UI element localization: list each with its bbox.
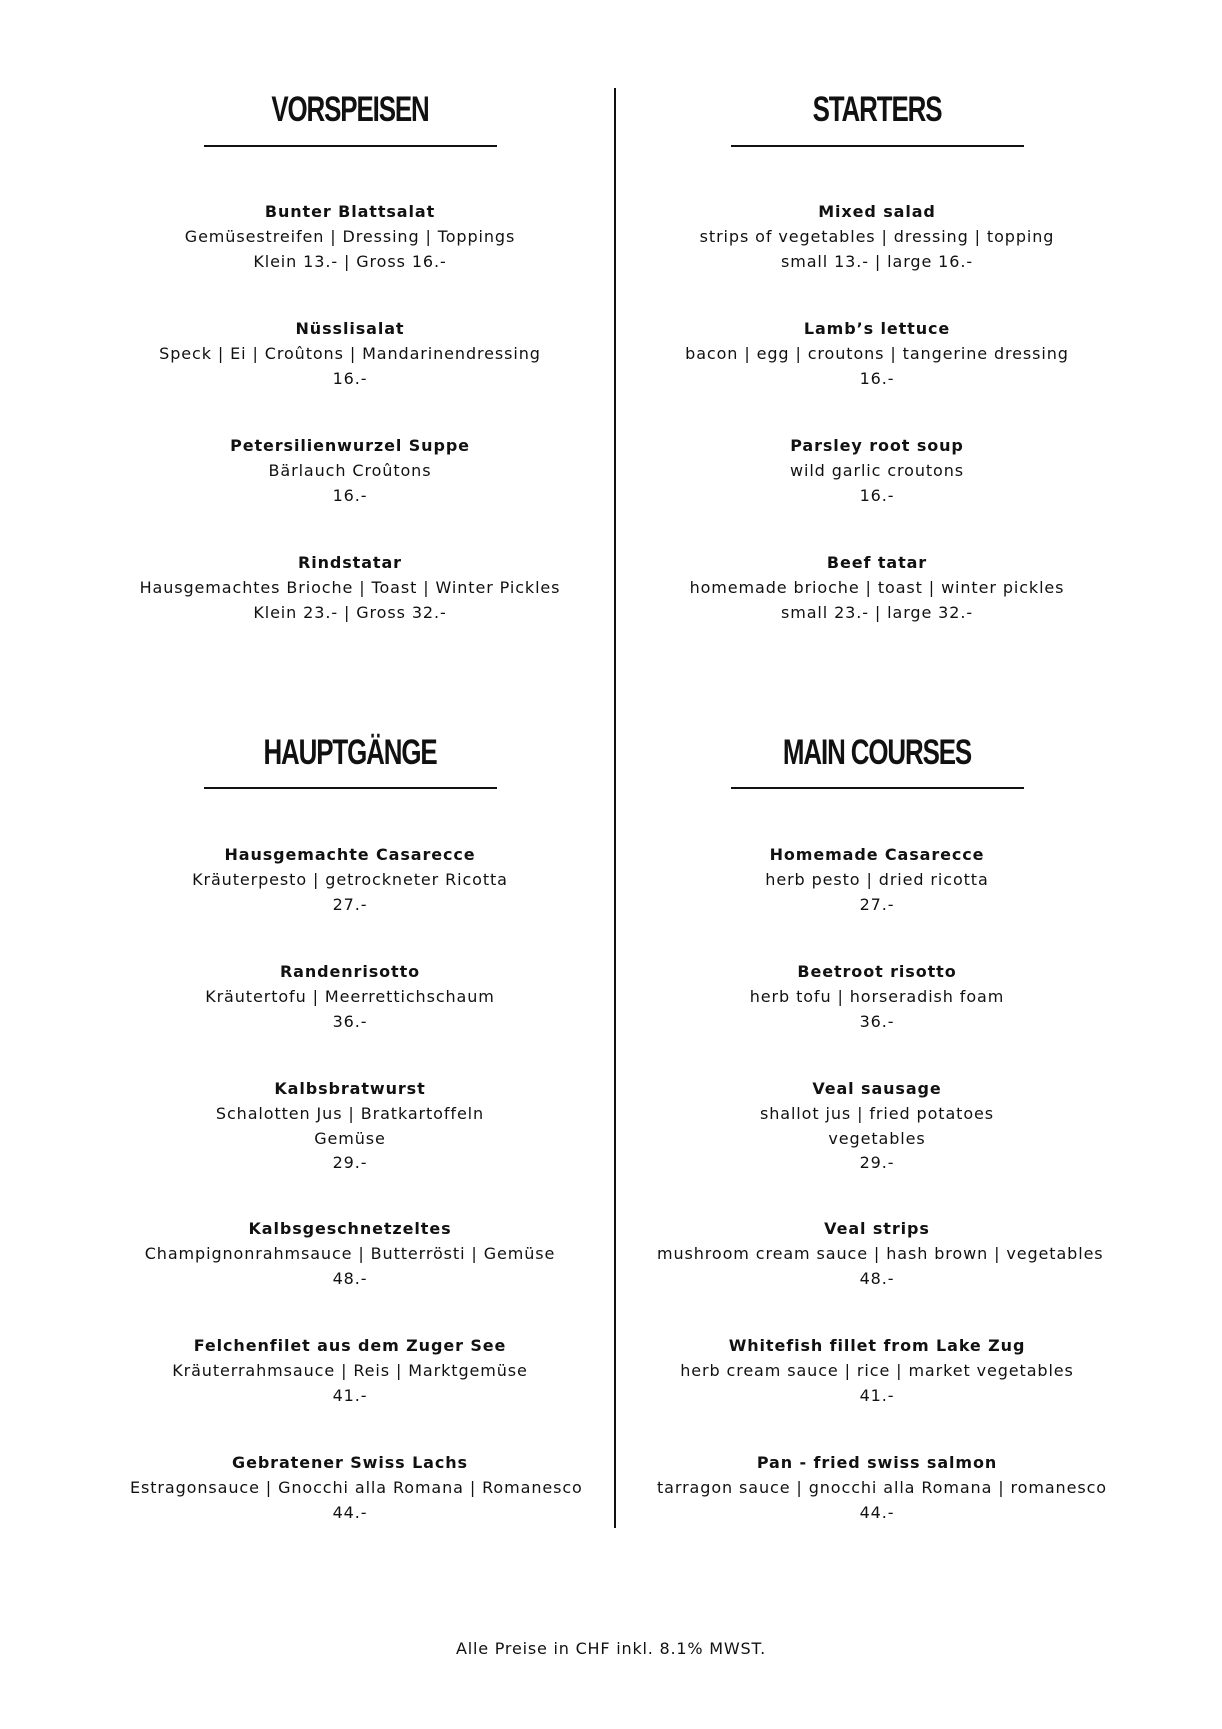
menu-item <box>657 1451 1107 1525</box>
menu-item-name: Kalbsgeschnetzeltes <box>248 1219 452 1238</box>
menu-item-price: 27.- <box>859 894 895 914</box>
price-footnote: Alle Preise in CHF inkl. 8.1% MWST. <box>455 1639 767 1658</box>
menu-item <box>657 434 1097 508</box>
menu-item-description: wild garlic croutons <box>789 460 965 480</box>
menu-item-name: Pan - fried swiss salmon <box>756 1453 998 1472</box>
menu-item <box>130 317 570 391</box>
menu-item-description: herb pesto | dried ricotta <box>765 869 989 889</box>
menu-item <box>657 960 1097 1034</box>
section-title-vorspeisen: VORSPEISEN <box>271 90 429 129</box>
menu-item <box>657 317 1097 391</box>
menu-item-price: 16.- <box>332 485 368 505</box>
menu-item-price: 27.- <box>332 894 368 914</box>
menu-item <box>130 1217 570 1291</box>
menu-item <box>130 1077 570 1176</box>
menu-item-name: Whitefish fillet from Lake Zug <box>728 1336 1026 1355</box>
menu-item-name: Homemade Casarecce <box>769 845 985 864</box>
menu-item-name: Beef tatar <box>826 553 928 572</box>
menu-item-description: Speck | Ei | Croûtons | Mandarinendressing <box>159 343 541 363</box>
menu-item-description: Gemüsestreifen | Dressing | Toppings <box>184 226 516 246</box>
menu-item <box>657 200 1097 274</box>
menu-item-name: Nüsslisalat <box>295 319 405 338</box>
menu-item-price: 16.- <box>859 485 895 505</box>
menu-item-description: tarragon sauce | gnocchi alla Romana | romanesco <box>657 1477 1107 1497</box>
menu-item-name: Petersilienwurzel Suppe <box>230 436 470 455</box>
menu-item-name: Parsley root soup <box>790 436 964 455</box>
menu-item-description: Kräuterpesto | getrockneter Ricotta <box>192 869 508 889</box>
menu-item-price: 29.- <box>332 1153 368 1173</box>
menu-item-description: Champignonrahmsauce | Butterrösti | Gemüse <box>144 1243 556 1263</box>
menu-item-price: 29.- <box>859 1153 895 1173</box>
menu-item-price: 44.- <box>859 1502 895 1522</box>
menu-item-description: strips of vegetables | dressing | topping <box>699 226 1055 246</box>
menu-item <box>130 843 570 917</box>
menu-item <box>130 960 570 1034</box>
menu-item-name: Mixed salad <box>818 202 936 221</box>
menu-item <box>657 551 1097 625</box>
menu-item-description: homemade brioche | toast | winter pickles <box>689 577 1065 597</box>
menu-item <box>130 551 570 625</box>
menu-item-name: Bunter Blattsalat <box>264 202 436 221</box>
menu-item <box>657 843 1097 917</box>
section-rule <box>731 787 1024 789</box>
menu-item-description: Bärlauch Croûtons <box>268 460 432 480</box>
menu-item-description: Hausgemachtes Brioche | Toast | Winter Pickles <box>139 577 561 597</box>
menu-item-price: 36.- <box>332 1011 368 1031</box>
menu-item <box>657 1334 1097 1408</box>
menu-item-price: small 23.- | large 32.- <box>780 602 974 622</box>
menu-item-description: Estragonsauce | Gnocchi alla Romana | Romanesco <box>130 1477 583 1497</box>
menu-item-description: bacon | egg | croutons | tangerine dressing <box>685 343 1069 363</box>
menu-item <box>130 434 570 508</box>
menu-item-name: Veal strips <box>824 1219 930 1238</box>
menu-item-description: Gemüse <box>314 1128 386 1148</box>
menu-item-description: mushroom cream sauce | hash brown | vegetables <box>657 1243 1104 1263</box>
menu-item-name: Lamb’s lettuce <box>803 319 951 338</box>
section-title-hauptgaenge: HAUPTGÄNGE <box>263 733 437 772</box>
menu-item-description: herb cream sauce | rice | market vegetables <box>680 1360 1074 1380</box>
menu-item-name: Felchenfilet aus dem Zuger See <box>193 1336 507 1355</box>
menu-item <box>657 1217 1104 1291</box>
column-divider <box>614 88 616 1528</box>
menu-item <box>130 1334 570 1408</box>
menu-item-name: Kalbsbratwurst <box>274 1079 426 1098</box>
menu-item-name: Gebratener Swiss Lachs <box>232 1453 468 1472</box>
menu-item <box>130 1451 583 1525</box>
menu-item <box>130 200 570 274</box>
menu-item-price: 48.- <box>332 1268 368 1288</box>
menu-item-name: Beetroot risotto <box>797 962 957 981</box>
menu-item-price: 36.- <box>859 1011 895 1031</box>
menu-item-price: 41.- <box>859 1385 895 1405</box>
menu-item-price: 16.- <box>859 368 895 388</box>
menu-item-name: Randenrisotto <box>279 962 421 981</box>
menu-item-description: Schalotten Jus | Bratkartoffeln <box>215 1103 485 1123</box>
section-title-starters: STARTERS <box>812 90 942 129</box>
menu-item-price: small 13.- | large 16.- <box>780 251 974 271</box>
menu-item-description: vegetables <box>828 1128 926 1148</box>
menu-item-price: 16.- <box>332 368 368 388</box>
section-rule <box>204 787 497 789</box>
section-rule <box>731 145 1024 147</box>
menu-item-name: Hausgemachte Casarecce <box>224 845 476 864</box>
menu-item <box>657 1077 1097 1176</box>
menu-item-description: Kräuterrahmsauce | Reis | Marktgemüse <box>172 1360 528 1380</box>
section-title-main-courses: MAIN COURSES <box>782 733 972 772</box>
menu-item-description: shallot jus | fried potatoes <box>759 1103 994 1123</box>
menu-item-description: herb tofu | horseradish foam <box>749 986 1005 1006</box>
menu-item-name: Rindstatar <box>298 553 402 572</box>
section-rule <box>204 145 497 147</box>
menu-item-description: Kräutertofu | Meerrettichschaum <box>205 986 495 1006</box>
menu-item-price: 41.- <box>332 1385 368 1405</box>
menu-item-price: Klein 13.- | Gross 16.- <box>253 251 447 271</box>
menu-item-price: Klein 23.- | Gross 32.- <box>253 602 447 622</box>
menu-item-price: 44.- <box>332 1502 368 1522</box>
menu-item-name: Veal sausage <box>812 1079 942 1098</box>
menu-item-price: 48.- <box>859 1268 895 1288</box>
